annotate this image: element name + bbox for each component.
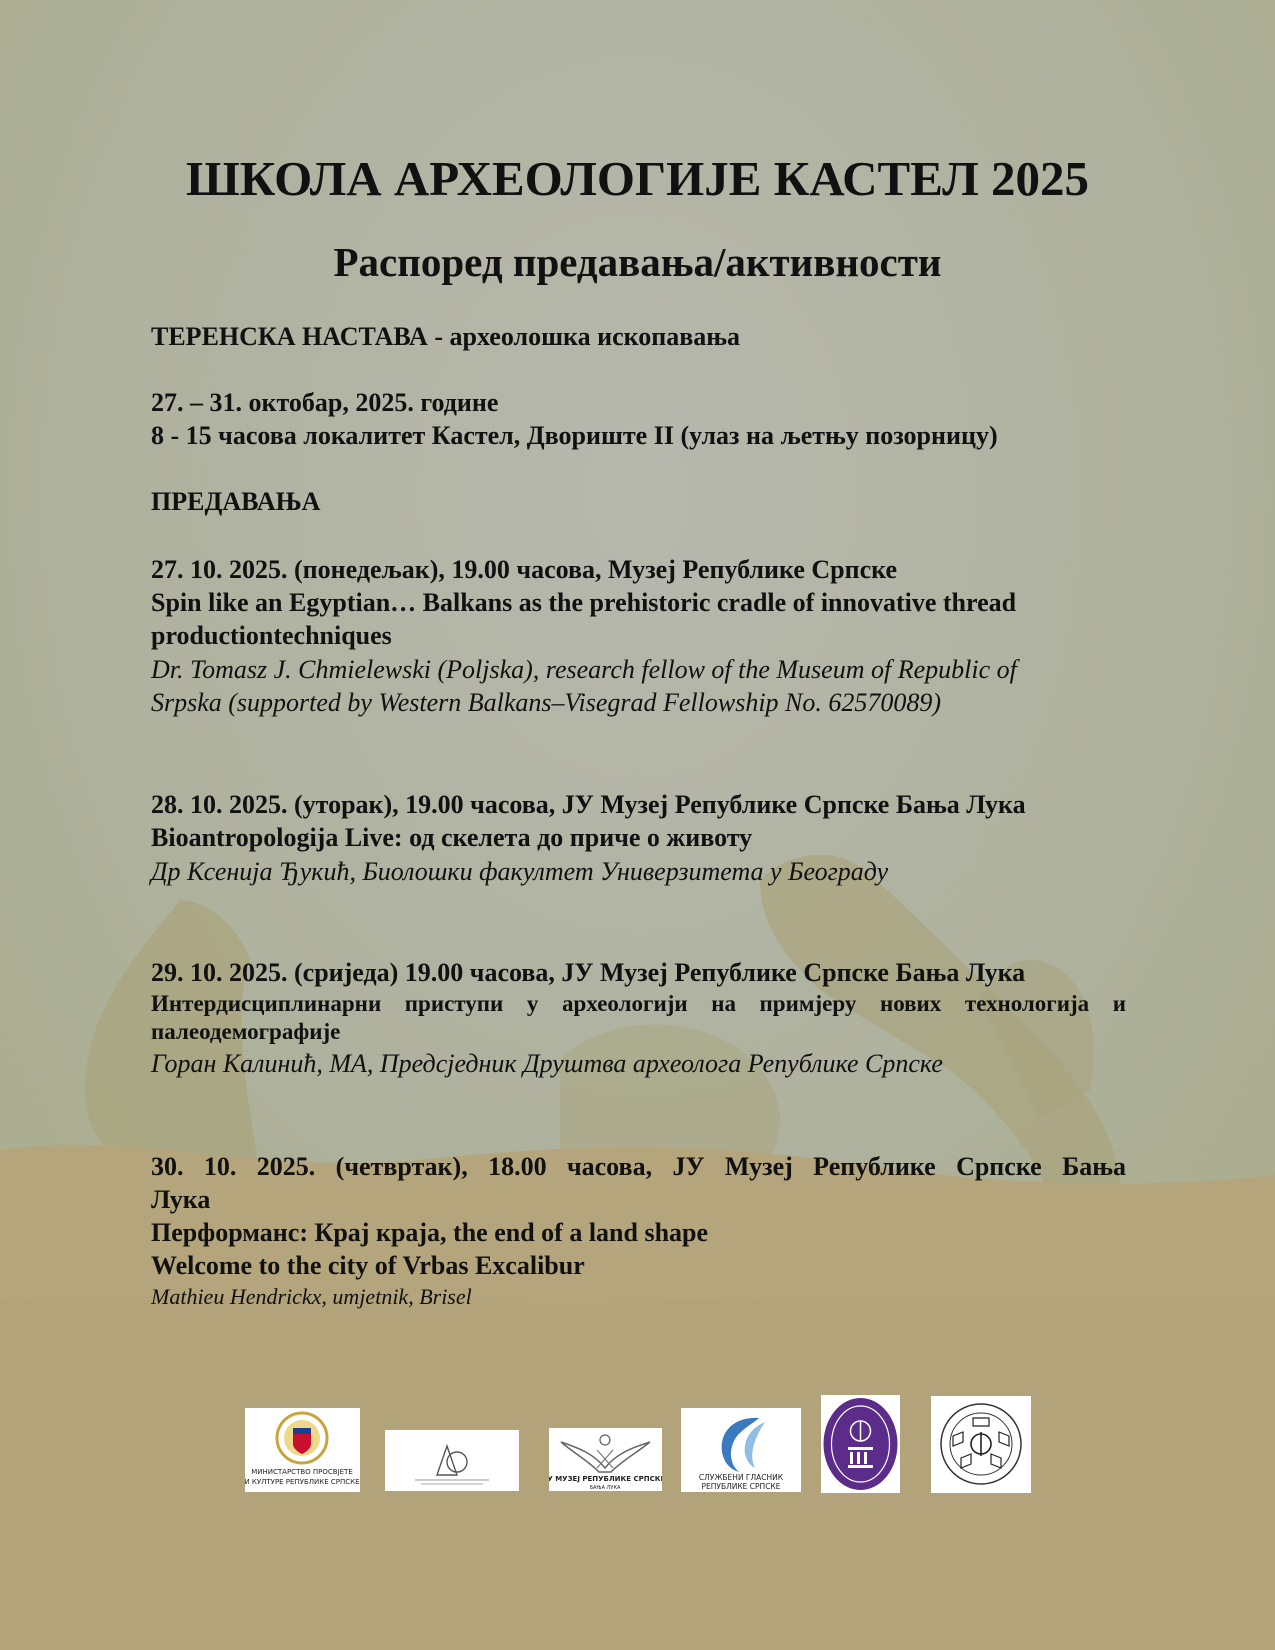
field-heading: ТЕРЕНСКА НАСТАВА - археолошка ископавања [151,322,741,351]
lecture-1-title-line-1: Spin like an Egyptian… Balkans as the prehistoric cradle of innovative thread [151,588,1017,617]
faculty-seal-purple-icon [821,1395,900,1493]
lecture-3-when: 29. 10. 2025. (сриједа) 19.00 часова, ЈУ Музеј Републике Српске Бања Лука [151,958,1026,987]
coat-of-arms-icon [245,1408,360,1492]
page-subtitle: Распоред предавања/активности [333,239,942,285]
lecture-3-title-line-1: Интердисциплинарни приступи у археологији на примјеру нових технологија и [151,991,1126,1016]
svg-text:МИНИСТАРСТВО ПРОСВЈЕТЕ: МИНИСТАРСТВО ПРОСВЈЕТЕ [251,1468,353,1476]
lecture-1-title-line-2: productiontechniques [151,621,392,650]
gazette-logo [681,1408,801,1492]
archaeologists-society-logo [385,1430,519,1491]
lecture-4-speaker-line-1: Mathieu Hendrickx, umjetnik, Brisel [151,1284,472,1309]
lecture-2-speaker-line-1: Др Ксенија Ђукић, Биолошки факултет Универзитета у Београду [151,857,889,886]
eagle-wings-icon [549,1428,662,1491]
faculty-seal-books-icon [931,1396,1031,1493]
lecture-1-speaker-line-2: Srpska (supported by Western Balkans–Visegrad Fellowship No. 62570089) [151,688,942,717]
svg-text:РЕПУБЛИКЕ СРПСКЕ: РЕПУБЛИКЕ СРПСКЕ [701,1482,781,1491]
lecture-2-title-line-1: Bioantropologija Live: од скелета до приче о животу [151,823,753,852]
lecture-4-when-line-1: 30. 10. 2025. (четвртак), 18.00 часова, ЈУ Музеј Републике Српске Бања [151,1152,1126,1181]
lecture-2-when: 28. 10. 2025. (уторак), 19.00 часова, ЈУ Музеј Републике Српске Бања Лука [151,790,1026,819]
lecture-3-speaker-line-1: Горан Калинић, МА, Предсједник Друштва археолога Републике Српске [151,1049,943,1078]
lecture-3-title-line-2: палеодемографије [151,1019,341,1044]
lecture-1-speaker-line-1: Dr. Tomasz J. Chmielewski (Poljska), research fellow of the Museum of Republic of [151,655,1017,684]
museum-logo [549,1428,662,1491]
lectures-heading: ПРЕДАВАЊА [151,487,321,516]
philosophy-faculty-pale-logo [931,1396,1031,1493]
lecture-4-title-line-2: Welcome to the city of Vrbas Excalibur [151,1251,585,1280]
lecture-4-when-line-2: Лука [151,1185,211,1214]
philosophy-faculty-banja-luka-logo [821,1395,900,1493]
lecture-1-when: 27. 10. 2025. (понедељак), 19.00 часова, Музеј Републике Српске [151,555,898,584]
page-title: ШКОЛА АРХЕОЛОГИЈЕ КАСТЕЛ 2025 [185,151,1090,206]
field-details: 8 - 15 часова локалитет Кастел, Двориште II (улаз на љетњу позорницу) [151,421,998,450]
swoosh-icon [681,1408,801,1492]
lecture-4-title-line-1: Перформанс: Крај краја, the end of a land shape [151,1218,709,1247]
ministry-logo [245,1408,360,1492]
svg-text:ЈУ МУЗЕЈ РЕПУБЛИКЕ СРПСКЕ: ЈУ МУЗЕЈ РЕПУБЛИКЕ СРПСКЕ [549,1475,662,1483]
svg-text:И КУЛТУРЕ РЕПУБЛИКЕ СРПСКЕ: И КУЛТУРЕ РЕПУБЛИКЕ СРПСКЕ [245,1478,360,1486]
svg-text:СЛУЖБЕНИ ГЛАСНИК: СЛУЖБЕНИ ГЛАСНИК [698,1473,784,1482]
triangle-circle-icon [385,1430,519,1491]
svg-text:БАЊА ЛУКА: БАЊА ЛУКА [589,1485,621,1491]
field-dates: 27. – 31. октобар, 2025. године [151,388,499,417]
